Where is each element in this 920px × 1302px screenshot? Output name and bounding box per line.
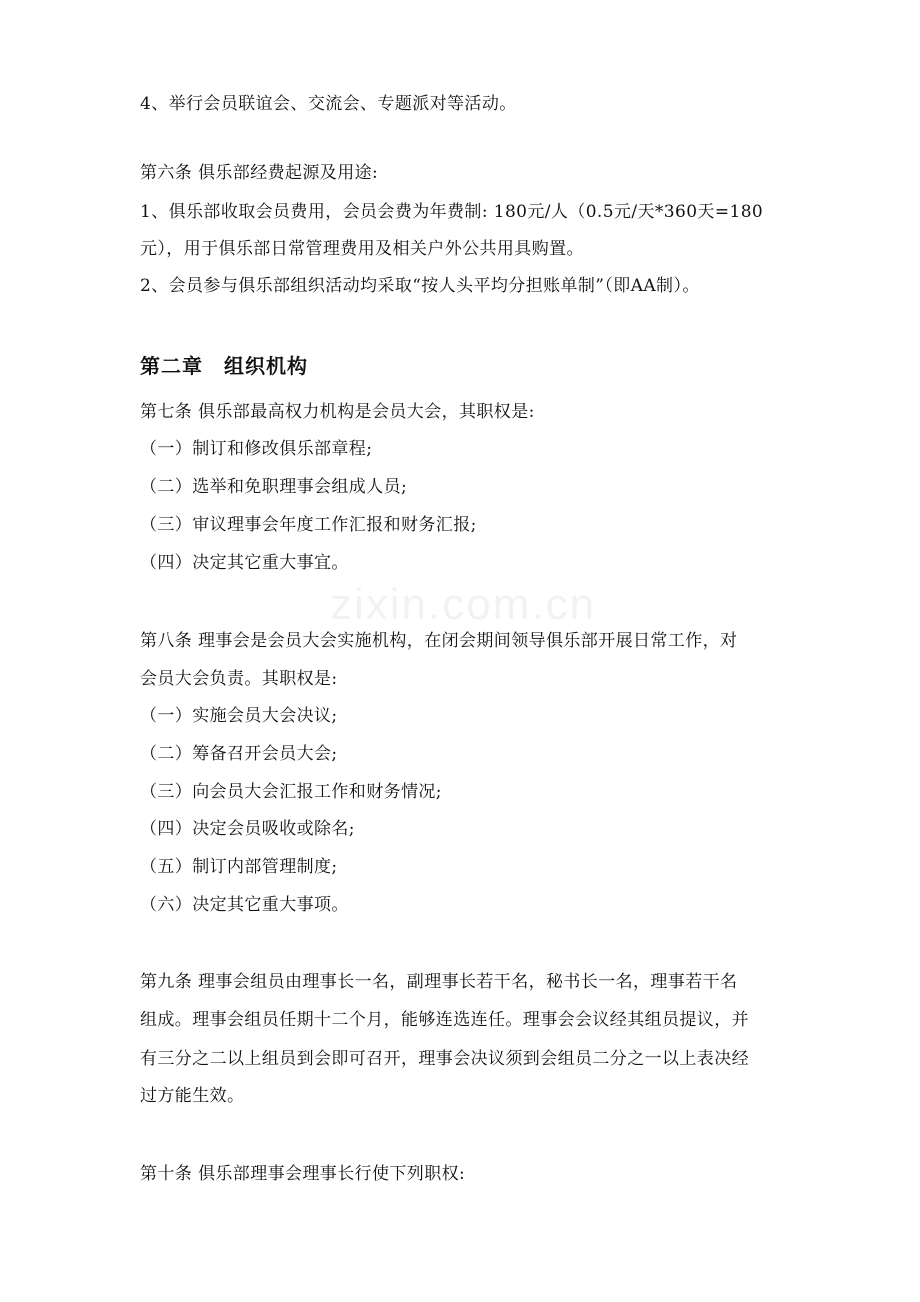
article-6-item-1-cont: 元），用于俱乐部日常管理费用及相关户外公共用具购置。: [140, 239, 584, 259]
article-7-item-2: （二）选举和免职理事会组成人员;: [140, 477, 408, 497]
article-9-line-3: 有三分之二以上组员到会即可召开，理事会决议须到会组员二分之一以上表决经: [140, 1049, 749, 1069]
article-8-item-4: （四）决定会员吸收或除名;: [140, 819, 355, 839]
article-9-line-4: 过方能生效。: [140, 1086, 245, 1106]
chapter-2-heading: 第二章 组织机构: [140, 354, 308, 378]
article-9-line-1: 第九条 理事会组员由理事长一名，副理事长若干名，秘书长一名，理事若干名: [140, 972, 738, 992]
article-8-item-6: （六）决定其它重大事项。: [140, 895, 349, 915]
article-8-title-cont: 会员大会负责。其职权是:: [140, 669, 338, 689]
article-9-line-2: 组成。理事会组员任期十二个月，能够连选连任。理事会会议经其组员提议，并: [140, 1010, 749, 1030]
article-8-item-1: （一）实施会员大会决议;: [140, 706, 338, 726]
article-7-item-1: （一）制订和修改俱乐部章程;: [140, 439, 373, 459]
article-8-item-3: （三）向会员大会汇报工作和财务情况;: [140, 782, 442, 802]
article-6-item-2: 2、会员参与俱乐部组织活动均采取“按人头平均分担账单制”（即AA制）。: [140, 276, 700, 296]
article-7-item-4: （四）决定其它重大事宜。: [140, 553, 349, 573]
article-8-item-5: （五）制订内部管理制度;: [140, 857, 338, 877]
article-6-item-1: 1、俱乐部收取会员费用，会员会费为年费制: 180元/人（0.5元/天*360天=180: [140, 202, 764, 222]
article-8-item-2: （二）筹备召开会员大会;: [140, 744, 338, 764]
activity-item-4: 4、举行会员联谊会、交流会、专题派对等活动。: [140, 94, 517, 114]
article-7-title: 第七条 俱乐部最高权力机构是会员大会，其职权是:: [140, 402, 535, 422]
article-10-title: 第十条 俱乐部理事会理事长行使下列职权:: [140, 1164, 466, 1184]
watermark: zixin.com.cn: [330, 580, 597, 629]
article-7-item-3: （三）审议理事会年度工作汇报和财务汇报;: [140, 515, 477, 535]
article-6-title: 第六条 俱乐部经费起源及用途:: [140, 163, 379, 183]
article-8-title: 第八条 理事会是会员大会实施机构，在闭会期间领导俱乐部开展日常工作，对: [140, 631, 738, 651]
